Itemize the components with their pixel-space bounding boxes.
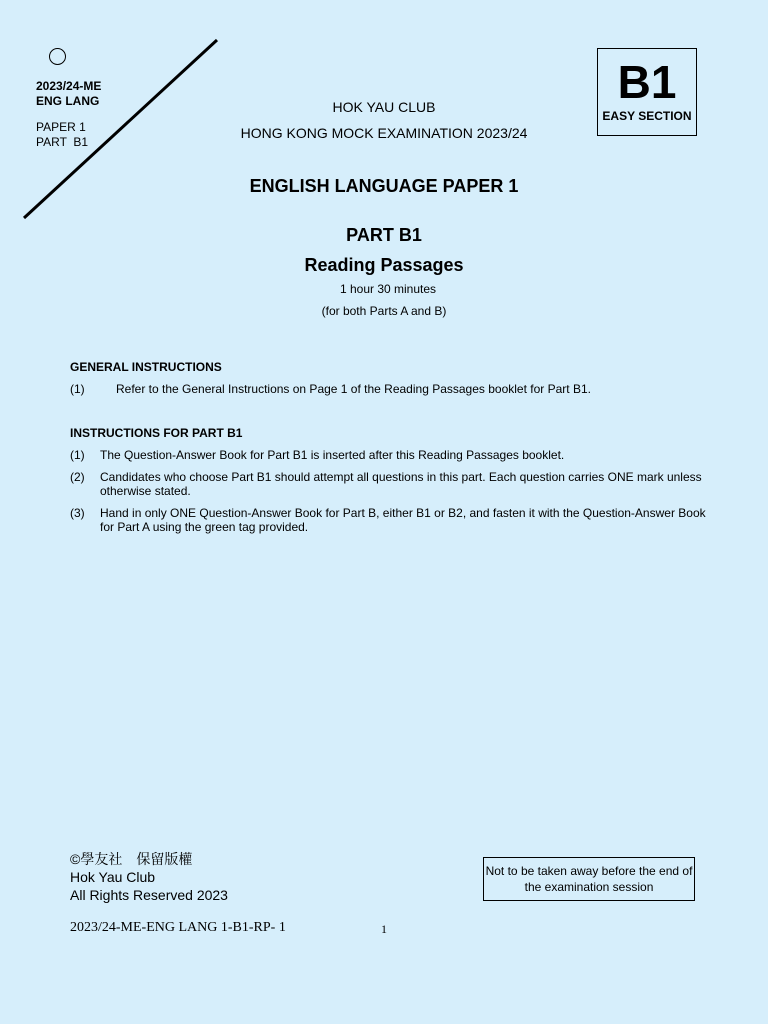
exam-notice-box: Not to be taken away before the end of the examination session bbox=[483, 857, 695, 901]
item-text: Refer to the General Instructions on Page 1 of the Reading Passages booklet for Part B1. bbox=[116, 382, 591, 396]
section-label-box bbox=[597, 48, 697, 136]
item-text: Candidates who choose Part B1 should attempt all questions in this part. Each question carries ONE mark unless otherwise stated. bbox=[100, 470, 702, 498]
section-label: B1 bbox=[617, 56, 677, 108]
item-number: (2) bbox=[70, 470, 85, 484]
organization-name: HOK YAU CLUB bbox=[332, 99, 436, 115]
item-number: (1) bbox=[70, 448, 85, 462]
copyright-block bbox=[70, 850, 228, 904]
duration-note: (for both Parts A and B) bbox=[321, 304, 447, 318]
corner-paper-line2: PART B1 bbox=[36, 135, 89, 149]
exam-name: HONG KONG MOCK EXAMINATION 2023/24 bbox=[240, 125, 528, 141]
corner-code-line1: 2023/24-ME bbox=[36, 79, 102, 93]
list-item bbox=[70, 506, 710, 534]
subtitle: Reading Passages bbox=[304, 255, 464, 275]
item-number: (1) bbox=[70, 382, 85, 396]
copyright-chinese: ©學友社 保留版權 bbox=[70, 851, 193, 867]
part-instructions-list bbox=[70, 448, 710, 542]
item-text: Hand in only ONE Question-Answer Book for Part B, either B1 or B2, and fasten it with the Question-Answer Book for Part A using the green tag provided. bbox=[100, 506, 706, 534]
duration: 1 hour 30 minutes bbox=[339, 282, 437, 296]
paper-title: ENGLISH LANGUAGE PAPER 1 bbox=[249, 176, 519, 196]
item-number: (3) bbox=[70, 506, 85, 520]
part-title: PART B1 bbox=[346, 225, 422, 245]
footer-paper-code: 2023/24-ME-ENG LANG 1-B1-RP- 1 bbox=[70, 920, 286, 935]
page-number: 1 bbox=[381, 922, 387, 936]
corner-code-line2: ENG LANG bbox=[36, 94, 100, 108]
copyright-org: Hok Yau Club bbox=[70, 869, 156, 885]
list-item bbox=[70, 448, 710, 462]
part-instructions-heading: INSTRUCTIONS FOR PART B1 bbox=[70, 426, 243, 440]
copyright-rights: All Rights Reserved 2023 bbox=[70, 887, 228, 903]
section-caption: EASY SECTION bbox=[602, 109, 692, 123]
item-text: The Question-Answer Book for Part B1 is inserted after this Reading Passages booklet. bbox=[100, 448, 565, 462]
corner-paper-line1: PAPER 1 bbox=[36, 120, 86, 134]
general-instructions-heading: GENERAL INSTRUCTIONS bbox=[70, 360, 222, 374]
list-item bbox=[70, 470, 710, 498]
